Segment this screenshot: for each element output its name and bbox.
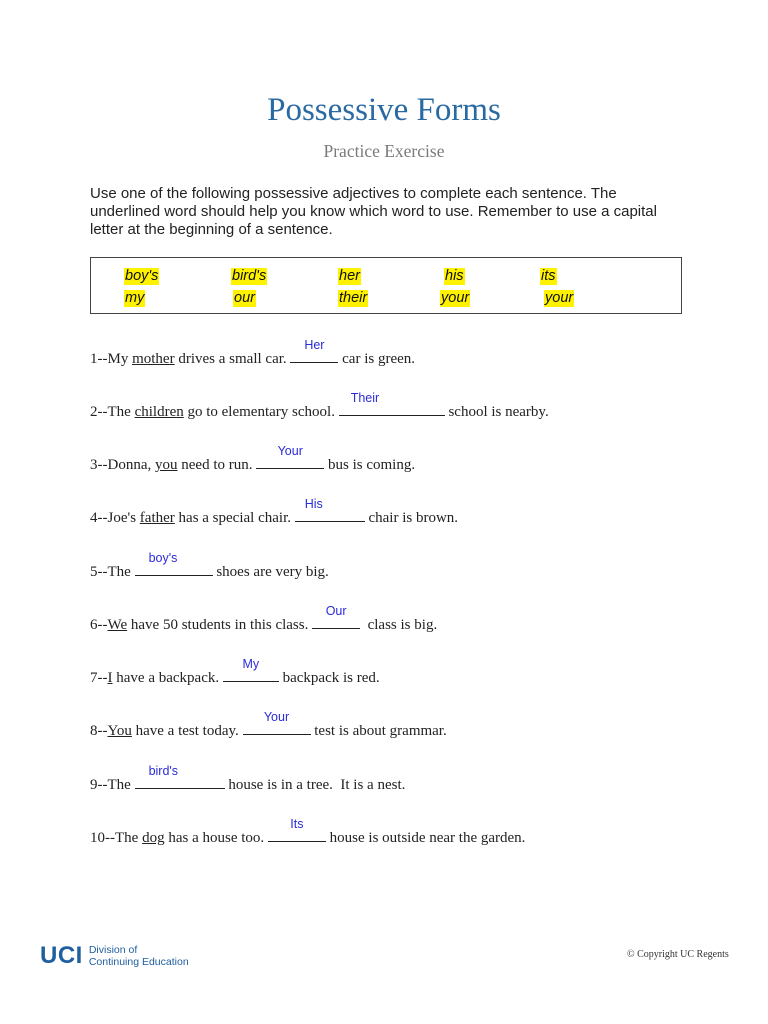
word-bank-item: your <box>545 290 574 306</box>
answer-text: Our <box>325 604 347 618</box>
question-number: 2-- <box>90 404 108 420</box>
question-text: car is green. <box>338 351 416 367</box>
question-text: school is nearby. <box>444 404 549 420</box>
uci-logo-text: UCI <box>40 942 83 969</box>
question-number: 7-- <box>90 670 108 686</box>
answer-text: Its <box>290 817 304 831</box>
question-text: house is outside near the garden. <box>325 830 526 846</box>
question-text: The <box>107 404 135 420</box>
answer-text: My <box>242 657 260 671</box>
question-text: My <box>107 351 133 367</box>
answer-blank[interactable] <box>290 338 338 363</box>
answer-blank[interactable] <box>243 710 311 735</box>
question-text: The <box>107 564 135 580</box>
question-item <box>90 444 416 474</box>
question-text: The <box>107 777 135 793</box>
underlined-word: you <box>155 457 178 473</box>
word-bank-item: bird's <box>232 268 267 284</box>
question-text: Donna, <box>107 457 155 473</box>
question-text: have a test today. <box>131 723 243 739</box>
answer-blank[interactable] <box>223 657 279 682</box>
question-text: has a house too. <box>164 830 268 846</box>
question-text: need to run. <box>177 457 257 473</box>
question-text: go to elementary school. <box>183 404 339 420</box>
question-item <box>90 551 329 581</box>
question-number: 5-- <box>90 564 108 580</box>
question-number: 4-- <box>90 510 108 526</box>
underlined-word: We <box>107 617 128 633</box>
uci-logo <box>40 943 189 969</box>
question-item <box>90 764 406 794</box>
underlined-word: I <box>107 670 113 686</box>
answer-blank[interactable] <box>135 764 225 789</box>
answer-text: His <box>304 497 323 511</box>
underlined-word: You <box>107 723 132 739</box>
question-number: 10-- <box>90 830 115 846</box>
question-text: Joe's <box>107 510 140 526</box>
word-bank-item: his <box>445 268 464 284</box>
answer-blank[interactable] <box>339 391 445 416</box>
question-number: 9-- <box>90 777 108 793</box>
question-item <box>90 338 416 368</box>
division-line: Continuing Education <box>88 956 189 968</box>
answer-text: Her <box>304 338 325 352</box>
question-number: 8-- <box>90 723 108 739</box>
question-item <box>90 817 526 847</box>
answer-blank[interactable] <box>268 817 326 842</box>
question-item <box>90 710 447 740</box>
question-number: 1-- <box>90 351 108 367</box>
underlined-word: children <box>134 404 184 420</box>
question-item <box>90 604 438 634</box>
answer-text: bird's <box>148 764 179 778</box>
question-item <box>90 657 380 687</box>
question-text: bus is coming. <box>324 457 416 473</box>
question-text: The <box>115 830 143 846</box>
question-text: drives a small car. <box>174 351 291 367</box>
question-text: backpack is red. <box>278 670 380 686</box>
page-subtitle: Practice Exercise <box>323 141 445 161</box>
question-item <box>90 391 549 421</box>
question-text: house is in a tree. It is a nest. <box>224 777 406 793</box>
answer-blank[interactable] <box>256 444 324 469</box>
instructions-text: Use one of the following possessive adjectives to complete each sentence. The underlined word should help you know which word to use. Remember to use a capital letter at the beginning of a sentence. <box>90 185 657 238</box>
page-title: Possessive Forms <box>267 92 501 128</box>
question-text: has a special chair. <box>174 510 295 526</box>
word-bank-item: my <box>125 290 145 306</box>
question-text: chair is brown. <box>364 510 459 526</box>
question-number: 3-- <box>90 457 108 473</box>
answer-blank[interactable] <box>295 497 365 522</box>
underlined-word: dog <box>142 830 165 846</box>
underlined-word: mother <box>132 351 175 367</box>
word-bank-item: their <box>339 290 368 306</box>
division-line: Division of <box>88 944 138 956</box>
question-item <box>90 497 459 527</box>
underlined-word: father <box>139 510 175 526</box>
word-bank-item: her <box>339 268 360 284</box>
answer-text: Your <box>263 710 290 724</box>
word-bank-item: its <box>541 268 556 284</box>
answer-blank[interactable] <box>312 604 360 629</box>
question-text: have 50 students in this class. <box>127 617 313 633</box>
question-text: test is about grammar. <box>310 723 447 739</box>
answer-text: boy's <box>148 551 178 565</box>
question-text: class is big. <box>360 617 438 633</box>
copyright-notice: © Copyright UC Regents <box>627 949 729 960</box>
answer-blank[interactable] <box>135 551 213 576</box>
word-bank-item: your <box>441 290 470 306</box>
question-text: shoes are very big. <box>212 564 329 580</box>
word-bank-item: boy's <box>125 268 159 284</box>
division-name <box>89 944 189 968</box>
word-bank <box>90 257 682 314</box>
question-number: 6-- <box>90 617 108 633</box>
answer-text: Your <box>277 444 303 458</box>
answer-text: Their <box>350 391 380 405</box>
word-bank-item: our <box>234 290 255 306</box>
question-text: have a backpack. <box>112 670 223 686</box>
